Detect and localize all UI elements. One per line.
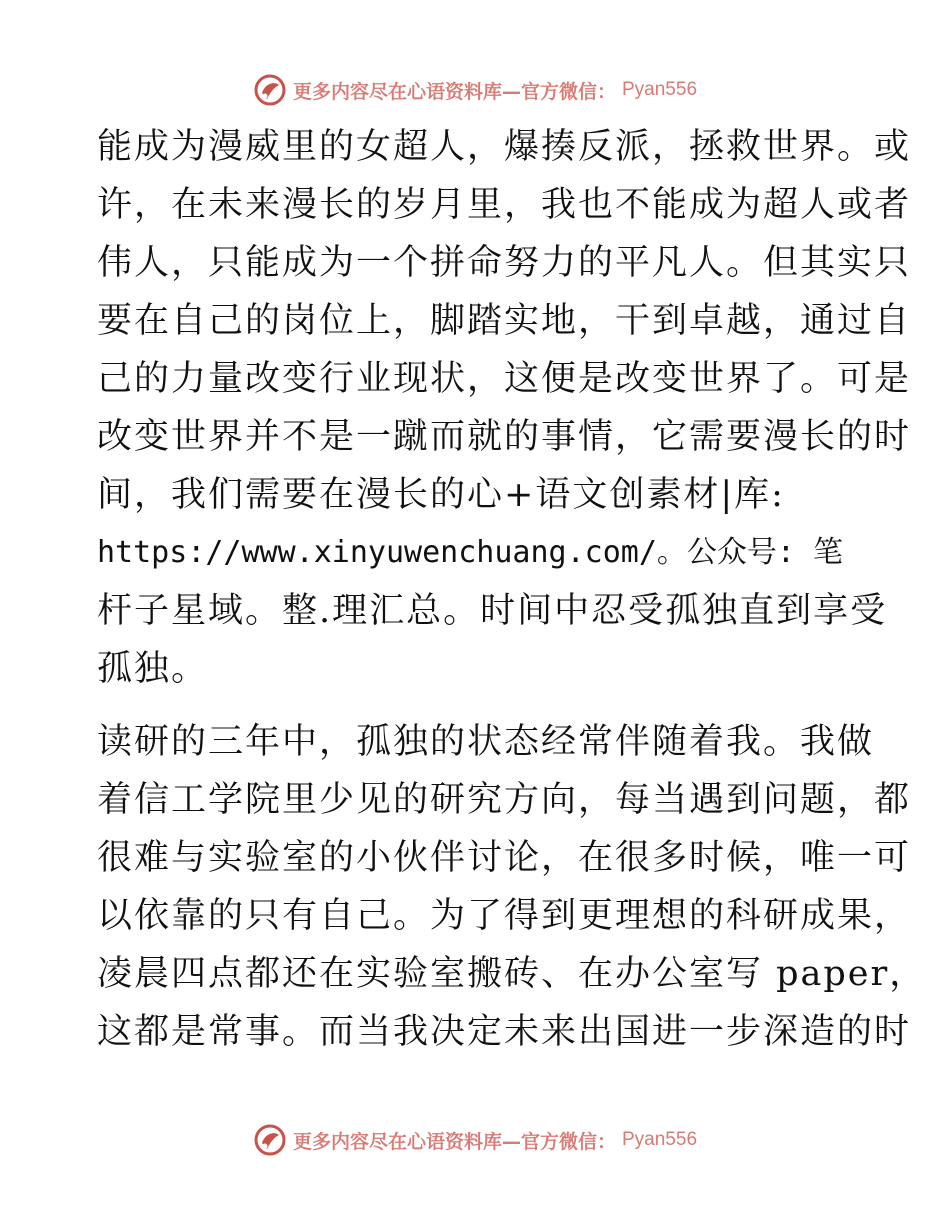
text-line: 以依靠的只有自己。为了得到更理想的科研成果， <box>97 896 912 936</box>
text-line: 能成为漫威里的女超人，爆揍反派，拯救世界。或 <box>97 127 912 167</box>
text-line: 己的力量改变行业现状，这便是改变世界了。可是 <box>97 359 912 399</box>
footer-watermark <box>0 1120 950 1160</box>
document-body <box>97 118 927 1061</box>
paragraph <box>97 118 912 698</box>
logo-icon <box>253 73 287 107</box>
text-line: 要在自己的岗位上，脚踏实地，干到卓越，通过自 <box>97 301 912 341</box>
watermark-text: 更多内容尽在心语资料库—官方微信： <box>292 80 616 103</box>
logo-icon <box>253 1123 287 1157</box>
watermark-wechat-id: Pyan556 <box>622 1129 698 1150</box>
text-line-url: https://www.xinyuwenchuang.com/。公众号: 笔 <box>97 535 844 570</box>
watermark-text: 更多内容尽在心语资料库—官方微信： <box>292 1130 616 1153</box>
watermark-wechat-id: Pyan556 <box>622 79 698 100</box>
text-line: 凌晨四点都还在实验室搬砖、在办公室写 paper， <box>97 954 927 994</box>
paragraph-gap <box>97 698 857 713</box>
header-watermark <box>0 70 950 110</box>
paragraph <box>97 713 927 1061</box>
text-line: 许，在未来漫长的岁月里，我也不能成为超人或者 <box>97 185 912 225</box>
text-line: 这都是常事。而当我决定未来出国进一步深造的时 <box>97 1012 912 1052</box>
text-line: 读研的三年中，孤独的状态经常伴随着我。我做 <box>97 722 875 762</box>
text-line: 杆子星域。整.理汇总。时间中忍受孤独直到享受 <box>97 591 888 631</box>
text-line: 很难与实验室的小伙伴讨论，在很多时候，唯一可 <box>97 838 912 878</box>
text-line: 孤独。 <box>97 649 209 689</box>
text-line: 着信工学院里少见的研究方向，每当遇到问题，都 <box>97 780 912 820</box>
text-line: 伟人，只能成为一个拼命努力的平凡人。但其实只 <box>97 243 912 283</box>
text-line: 间，我们需要在漫长的心+语文创素材|库: <box>97 475 785 515</box>
text-line: 改变世界并不是一蹴而就的事情，它需要漫长的时 <box>97 417 912 457</box>
